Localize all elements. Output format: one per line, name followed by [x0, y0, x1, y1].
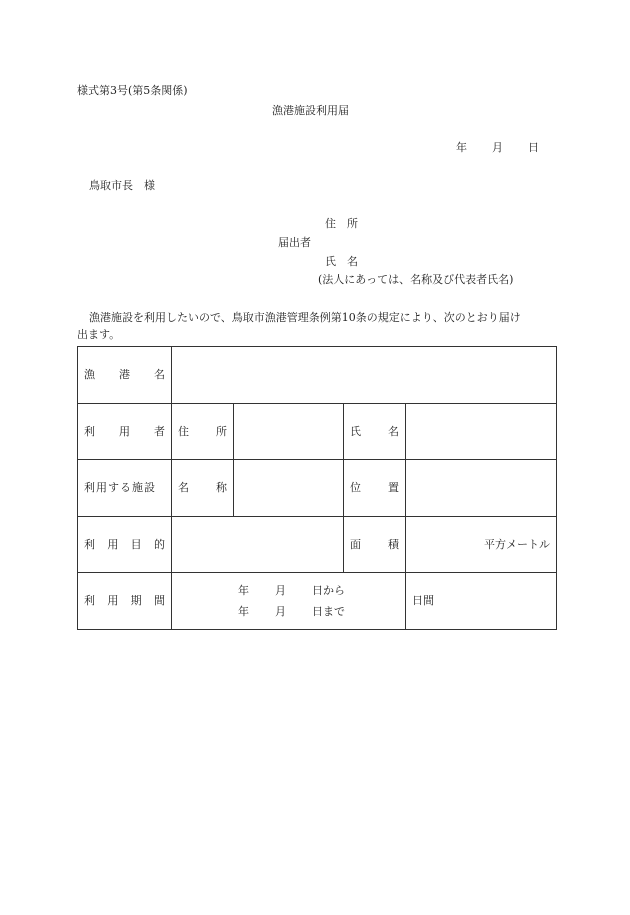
user-address-field[interactable]: [234, 404, 344, 460]
period-days-unit: 日間: [412, 594, 434, 607]
addressee: 鳥取市長 様: [89, 179, 155, 192]
submitter-label: 届出者: [278, 236, 311, 249]
table-row-fishing-port: [78, 347, 557, 404]
period-from-line: 年 月 日から: [238, 583, 345, 597]
facility-location-field[interactable]: [406, 460, 557, 517]
date-year-label: 年: [456, 141, 467, 154]
user-name-label: 氏 名: [344, 404, 406, 460]
user-address-label: 住 所: [172, 404, 234, 460]
user-label: 利 用 者: [78, 404, 172, 460]
date-day-label: 日: [528, 141, 539, 154]
period-label: 利 用 期 間: [78, 573, 172, 630]
period-to-line: 年 月 日まで: [238, 604, 345, 618]
facility-name-label: 名 称: [172, 460, 234, 517]
body-text-line1: 漁港施設を利用したいので、鳥取市漁港管理条例第10条の規定により、次のとおり届け: [89, 311, 521, 324]
period-days-field[interactable]: [406, 573, 557, 630]
fishing-port-name-label: 漁 港 名: [78, 347, 172, 404]
fishing-port-name-field[interactable]: [172, 347, 557, 404]
purpose-field[interactable]: [172, 517, 344, 573]
table-row-facility: [78, 460, 557, 517]
corporation-note: (法人にあっては、名称及び代表者氏名): [318, 273, 514, 286]
applicant-name-label: 氏 名: [325, 255, 358, 268]
area-unit: 平方メートル: [484, 537, 550, 551]
user-name-field[interactable]: [406, 404, 557, 460]
document-title: 漁港施設利用届: [272, 104, 349, 117]
table-row-period: [78, 573, 557, 630]
table-row-user: [78, 404, 557, 460]
facility-label: 利用する施設: [78, 460, 172, 517]
period-dates-field[interactable]: [172, 573, 406, 630]
facility-location-label: 位 置: [344, 460, 406, 517]
area-field[interactable]: [406, 517, 557, 573]
area-label: 面 積: [344, 517, 406, 573]
date-month-label: 月: [492, 141, 503, 154]
table-row-purpose: [78, 517, 557, 573]
applicant-address-label: 住 所: [325, 217, 358, 230]
body-text-line2: 出ます。: [77, 328, 121, 341]
application-table: [77, 346, 557, 630]
facility-name-field[interactable]: [234, 460, 344, 517]
form-number: 様式第3号(第5条関係): [77, 84, 188, 97]
purpose-label: 利 用 目 的: [78, 517, 172, 573]
